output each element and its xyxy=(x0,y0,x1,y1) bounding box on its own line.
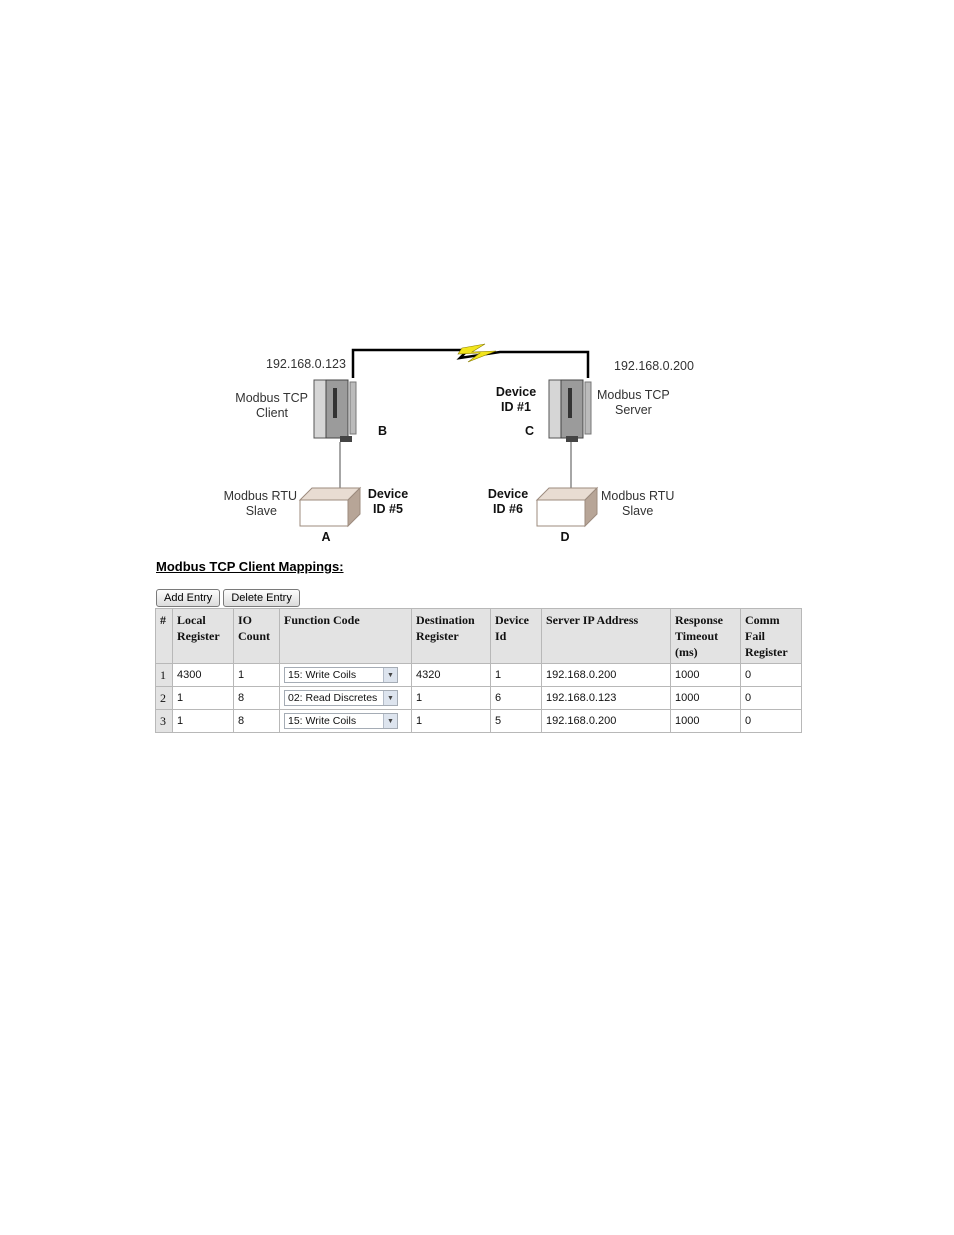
section-title: Modbus TCP Client Mappings: xyxy=(156,559,344,574)
header-io-count: IO Count xyxy=(234,609,280,664)
slave-a-letter: A xyxy=(321,530,331,544)
header-num: # xyxy=(156,609,173,664)
header-response-timeout: Response Timeout (ms) xyxy=(671,609,741,664)
function-code-cell xyxy=(280,710,412,733)
server-device-icon xyxy=(549,380,591,442)
local-register-input[interactable]: 1 xyxy=(173,710,234,733)
header-destination-register: Destination Register xyxy=(412,609,491,664)
table-row xyxy=(156,664,802,687)
destination-register-input[interactable]: 4320 xyxy=(412,664,491,687)
table-header-row xyxy=(156,609,802,664)
slave-a-box-icon xyxy=(300,488,360,526)
row-number: 2 xyxy=(156,687,173,710)
row-number: 3 xyxy=(156,710,173,733)
add-entry-button[interactable]: Add Entry xyxy=(156,589,220,607)
slave-d-device-line1: Device xyxy=(487,487,529,501)
slave-a-device-line1: Device xyxy=(367,487,409,501)
destination-register-input[interactable]: 1 xyxy=(412,710,491,733)
slave-d-label-1: Modbus RTU xyxy=(601,489,675,503)
comm-fail-input[interactable]: 0 xyxy=(741,710,802,733)
table-row xyxy=(156,710,802,733)
io-count-input[interactable]: 1 xyxy=(234,664,280,687)
client-label-1: Modbus TCP xyxy=(235,391,308,405)
mapping-table xyxy=(155,608,802,733)
chevron-down-icon[interactable]: ▼ xyxy=(383,668,397,682)
slave-a-device-line2: ID #5 xyxy=(373,502,403,516)
server-label-1: Modbus TCP xyxy=(597,388,670,402)
function-code-select[interactable]: 02: Read Discretes ▼ xyxy=(284,690,398,706)
header-device-id: Device Id xyxy=(491,609,542,664)
server-ip-label: 192.168.0.200 xyxy=(614,359,694,373)
slave-a-label-1: Modbus RTU xyxy=(223,489,297,503)
lightning-icon xyxy=(458,344,496,362)
comm-fail-input[interactable]: 0 xyxy=(741,664,802,687)
network-diagram xyxy=(200,330,760,555)
server-label-2: Server xyxy=(615,403,652,417)
device-id-input[interactable]: 5 xyxy=(491,710,542,733)
server-device-line1: Device xyxy=(495,385,537,399)
response-timeout-input[interactable]: 1000 xyxy=(671,687,741,710)
function-code-select[interactable]: 15: Write Coils ▼ xyxy=(284,713,398,729)
local-register-input[interactable]: 1 xyxy=(173,687,234,710)
comm-fail-input[interactable]: 0 xyxy=(741,687,802,710)
client-ip-label: 192.168.0.123 xyxy=(266,357,346,371)
device-id-input[interactable]: 6 xyxy=(491,687,542,710)
header-function-code: Function Code xyxy=(280,609,412,664)
header-server-ip: Server IP Address xyxy=(542,609,671,664)
slave-d-box-icon xyxy=(537,488,597,526)
slave-d-letter: D xyxy=(560,530,570,544)
local-register-input[interactable]: 4300 xyxy=(173,664,234,687)
client-letter: B xyxy=(378,424,388,438)
response-timeout-input[interactable]: 1000 xyxy=(671,664,741,687)
server-device-line2: ID #1 xyxy=(501,400,531,414)
chevron-down-icon[interactable]: ▼ xyxy=(383,714,397,728)
function-code-select[interactable]: 15: Write Coils ▼ xyxy=(284,667,398,683)
header-local-register: Local Register xyxy=(173,609,234,664)
function-code-cell xyxy=(280,664,412,687)
io-count-input[interactable]: 8 xyxy=(234,710,280,733)
slave-d-device-line2: ID #6 xyxy=(493,502,523,516)
response-timeout-input[interactable]: 1000 xyxy=(671,710,741,733)
row-number: 1 xyxy=(156,664,173,687)
server-ip-input[interactable]: 192.168.0.123 xyxy=(542,687,671,710)
server-ip-input[interactable]: 192.168.0.200 xyxy=(542,664,671,687)
client-label-2: Client xyxy=(256,406,288,420)
slave-d-label-2: Slave xyxy=(622,504,654,518)
client-device-icon xyxy=(314,380,356,442)
server-letter: C xyxy=(525,424,535,438)
destination-register-input[interactable]: 1 xyxy=(412,687,491,710)
chevron-down-icon[interactable]: ▼ xyxy=(383,691,397,705)
function-code-cell xyxy=(280,687,412,710)
slave-a-label-2: Slave xyxy=(245,504,277,518)
wireless-link xyxy=(353,344,588,378)
table-row xyxy=(156,687,802,710)
io-count-input[interactable]: 8 xyxy=(234,687,280,710)
mapping-toolbar xyxy=(156,589,300,607)
header-comm-fail: Comm Fail Register xyxy=(741,609,802,664)
delete-entry-button[interactable]: Delete Entry xyxy=(223,589,300,607)
device-id-input[interactable]: 1 xyxy=(491,664,542,687)
server-ip-input[interactable]: 192.168.0.200 xyxy=(542,710,671,733)
